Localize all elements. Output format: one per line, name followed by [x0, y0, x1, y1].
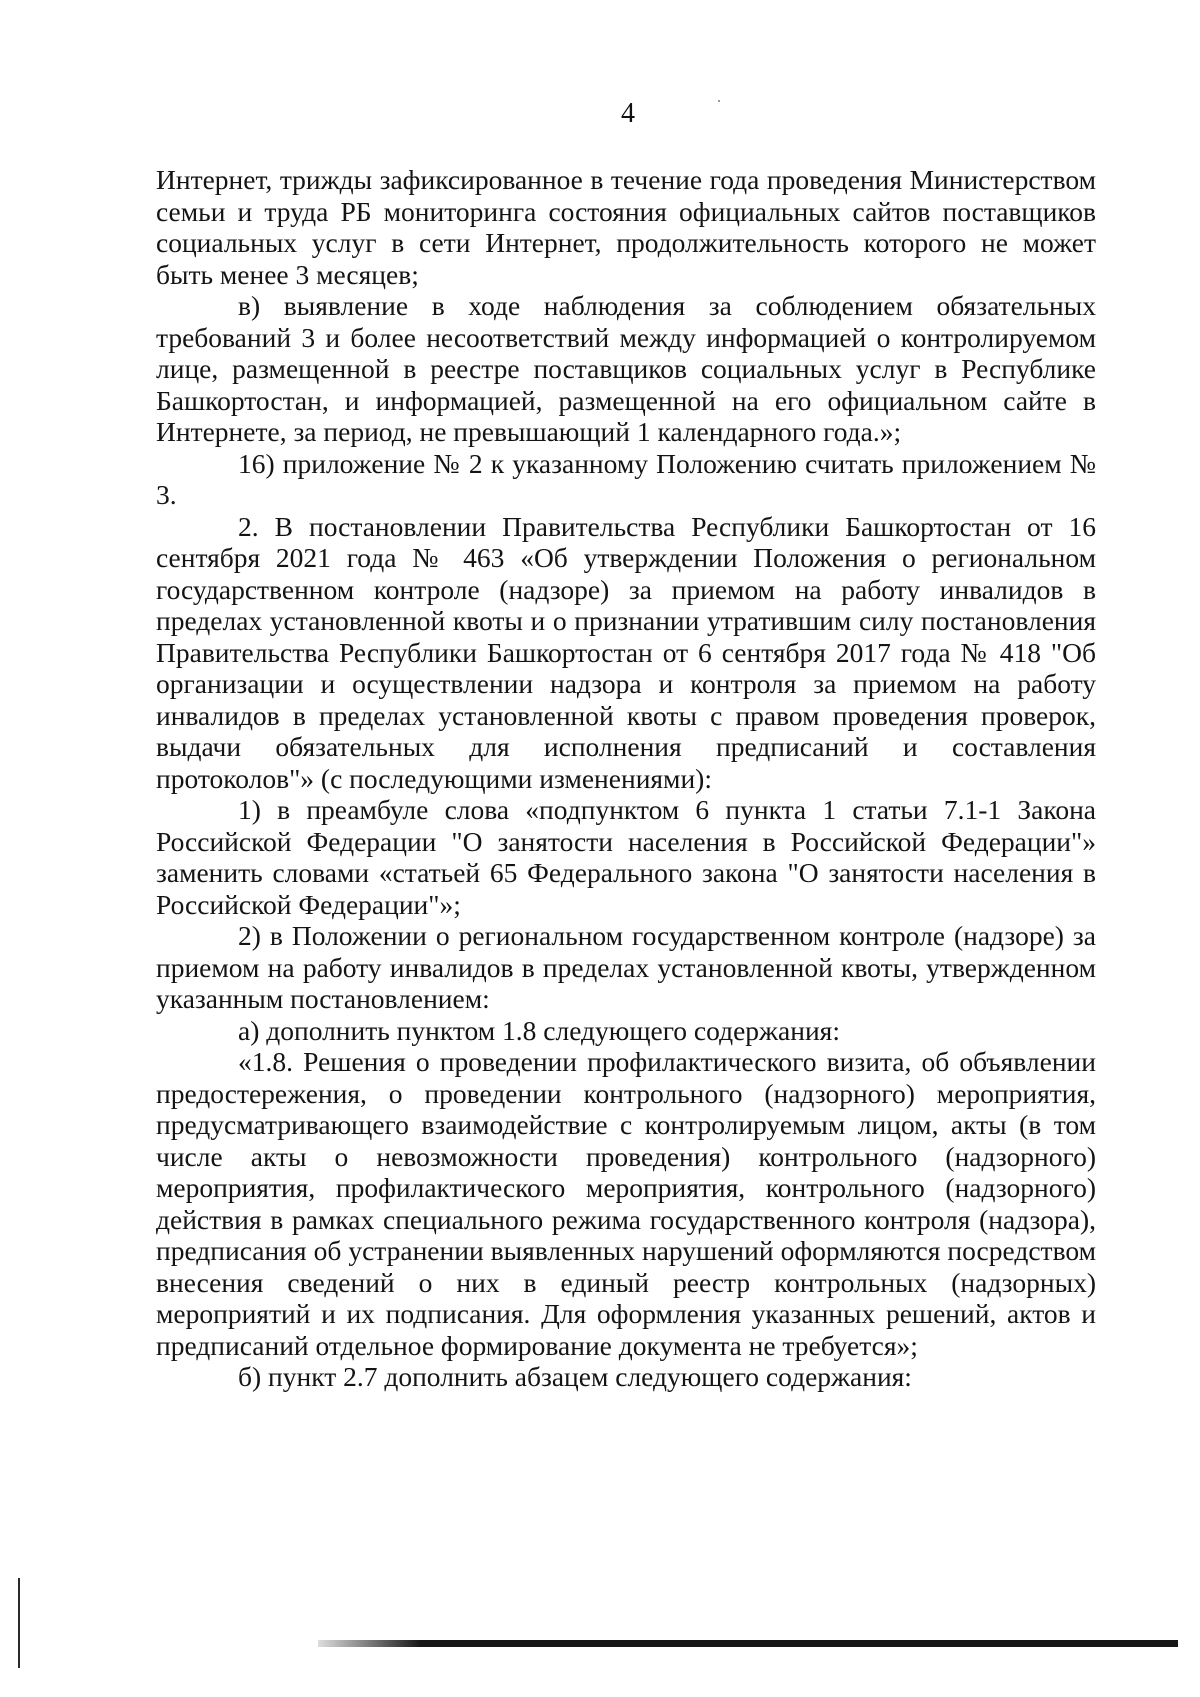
paragraph: в) выявление в ходе наблюдения за соблюдением обязательных требований 3 и более несоответствий между информацией о контролируемом лице, размещенной в реестре поставщиков социальных услуг в Республике Башкортостан, и информацией, размещенной на его официальном сайте в Интернете, за период, не превышающий 1 календарного года.»;: [156, 290, 1096, 447]
page-number: 4: [621, 98, 635, 129]
paragraph: 2. В постановлении Правительства Республики Башкортостан от 16 сентября 2021 года № 463 «Об утверждении Положения о региональном государственном контроле (надзоре) за приемом на работу инвалидов в пределах установленной квоты и о признании утратившим силу постановления Правительства Республики Башкортостан от 6 сентября 2017 года № 418 "Об организации и осуществлении надзора и контроля за приемом на работу инвалидов в пределах установленной квоты с правом проведения проверок, выдачи обязательных для исполнения предписаний и составления протоколов"» (с последующими изменениями):: [156, 510, 1096, 794]
paragraph: б) пункт 2.7 дополнить абзацем следующего содержания:: [238, 1361, 912, 1392]
scan-edge-line: [18, 1578, 20, 1668]
paragraph: Интернет, трижды зафиксированное в течение года проведения Министерством семьи и труда РБ мониторинга состояния официальных сайтов поставщиков социальных услуг в сети Интернет, продолжительность которого не может быть менее 3 месяцев;: [156, 164, 1096, 290]
paragraph: 16) приложение № 2 к указанному Положению считать приложением № 3.: [156, 447, 1096, 510]
document-body: [156, 164, 1096, 1393]
paragraph: 1) в преамбуле слова «подпунктом 6 пункта 1 статьи 7.1-1 Закона Российской Федерации "О занятости населения в Российской Федерации"» заменить словами «статьей 65 Федерального закона "О занятости населения в Российской Федерации"»;: [156, 794, 1096, 920]
scan-bottom-bar: [318, 1640, 1178, 1647]
paragraph: а) дополнить пунктом 1.8 следующего содержания:: [238, 1014, 840, 1046]
paragraph: 2) в Положении о региональном государственном контроле (надзоре) за приемом на работу инвалидов в пределах установленной квоты, утвержденном указанным постановлением:: [156, 920, 1096, 1014]
paragraph: «1.8. Решения о проведении профилактического визита, об объявлении предостережения, о проведении контрольного (надзорного) мероприятия, предусматривающего взаимодействие с контролируемым лицом, акты (в том числе акты о невозможности проведения) контрольного (надзорного) мероприятия, профилактического мероприятия, контрольного (надзорного) действия в рамках специального режима государственного контроля (надзора), предписания об устранении выявленных нарушений оформляются посредством внесения сведений о них в единый реестр контрольных (надзорных) мероприятий и их подписания. Для оформления указанных решений, актов и предписаний отдельное формирование документа не требуется»;: [156, 1046, 1096, 1361]
